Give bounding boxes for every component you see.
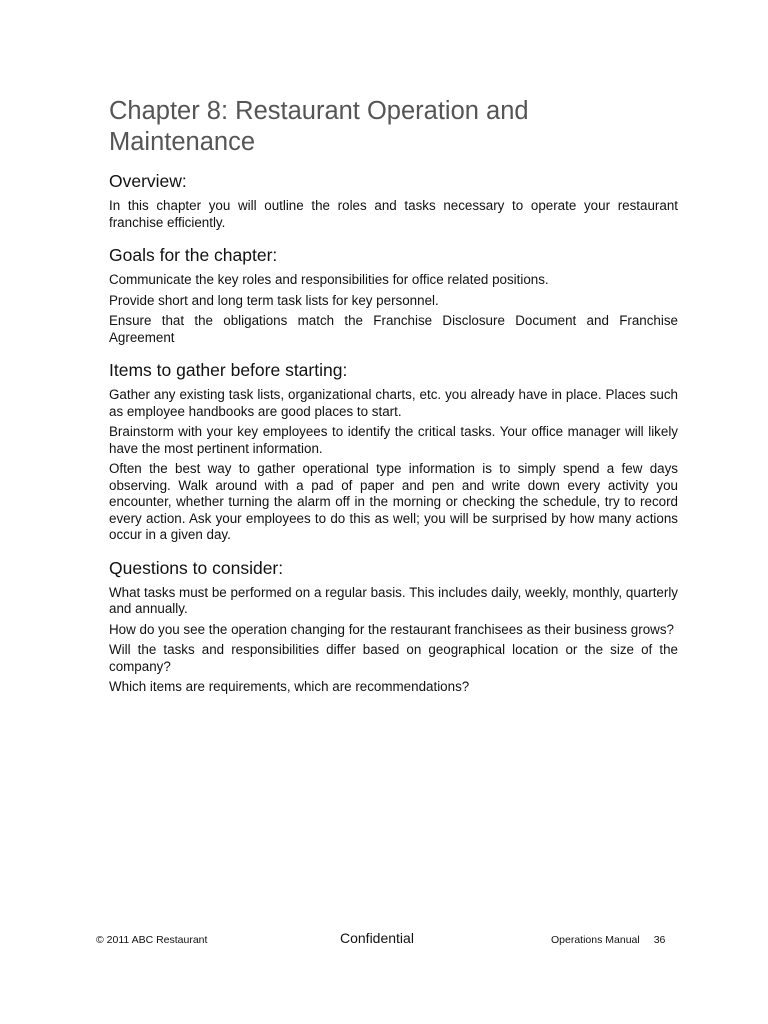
paragraph: Gather any existing task lists, organizational charts, etc. you already have in place. Places such as employee handbooks are good places to start.	[109, 387, 678, 419]
section-goals	[109, 245, 678, 346]
chapter-title	[109, 96, 678, 158]
paragraph: Which items are requirements, which are recommendations?	[109, 679, 470, 694]
footer-copyright: © 2011 ABC Restaurant	[96, 934, 208, 946]
paragraph: Will the tasks and responsibilities differ based on geographical location or the size of the company?	[109, 642, 678, 674]
section-heading: Goals for the chapter:	[109, 245, 278, 265]
paragraph: How do you see the operation changing for the restaurant franchisees as their business grows?	[109, 621, 674, 637]
paragraph: What tasks must be performed on a regular basis. This includes daily, weekly, monthly, quarterly and annually.	[109, 584, 678, 616]
footer-manual-name: Operations Manual	[551, 934, 640, 946]
paragraph: Communicate the key roles and responsibilities for office related positions.	[109, 272, 549, 287]
section-heading: Overview:	[109, 171, 187, 191]
paragraph: Brainstorm with your key employees to identify the critical tasks. Your office manager will likely have the most pertinent information.	[109, 424, 678, 456]
page-content	[109, 96, 678, 710]
footer-confidential: Confidential	[340, 930, 414, 946]
paragraph: In this chapter you will outline the roles and tasks necessary to operate your restaurant franchise efficiently.	[109, 198, 678, 230]
footer-page-number: 36	[653, 934, 666, 946]
section-heading: Items to gather before starting:	[109, 360, 348, 380]
page-footer	[0, 929, 768, 949]
paragraph: Ensure that the obligations match the Franchise Disclosure Document and Franchise Agreement	[109, 313, 678, 345]
section-heading: Questions to consider:	[109, 557, 284, 578]
chapter-title-line-2: Maintenance	[109, 128, 256, 156]
paragraph: Often the best way to gather operational type information is to simply spend a few days observing. Walk around with a pad of paper and pen and write down every activity you encounter, whether turning the alarm off in the morning or checking the schedule, try to record every action. Ask your employees to do this as well; you will be surprised by how many actions occur in a given day.	[109, 461, 678, 542]
section-questions	[109, 558, 678, 696]
chapter-title-line-1: Chapter 8: Restaurant Operation and	[109, 97, 529, 125]
section-items-to-gather	[109, 360, 678, 544]
paragraph: Provide short and long term task lists for key personnel.	[109, 292, 439, 308]
footer-manual-info	[551, 934, 665, 946]
section-overview	[109, 171, 678, 231]
